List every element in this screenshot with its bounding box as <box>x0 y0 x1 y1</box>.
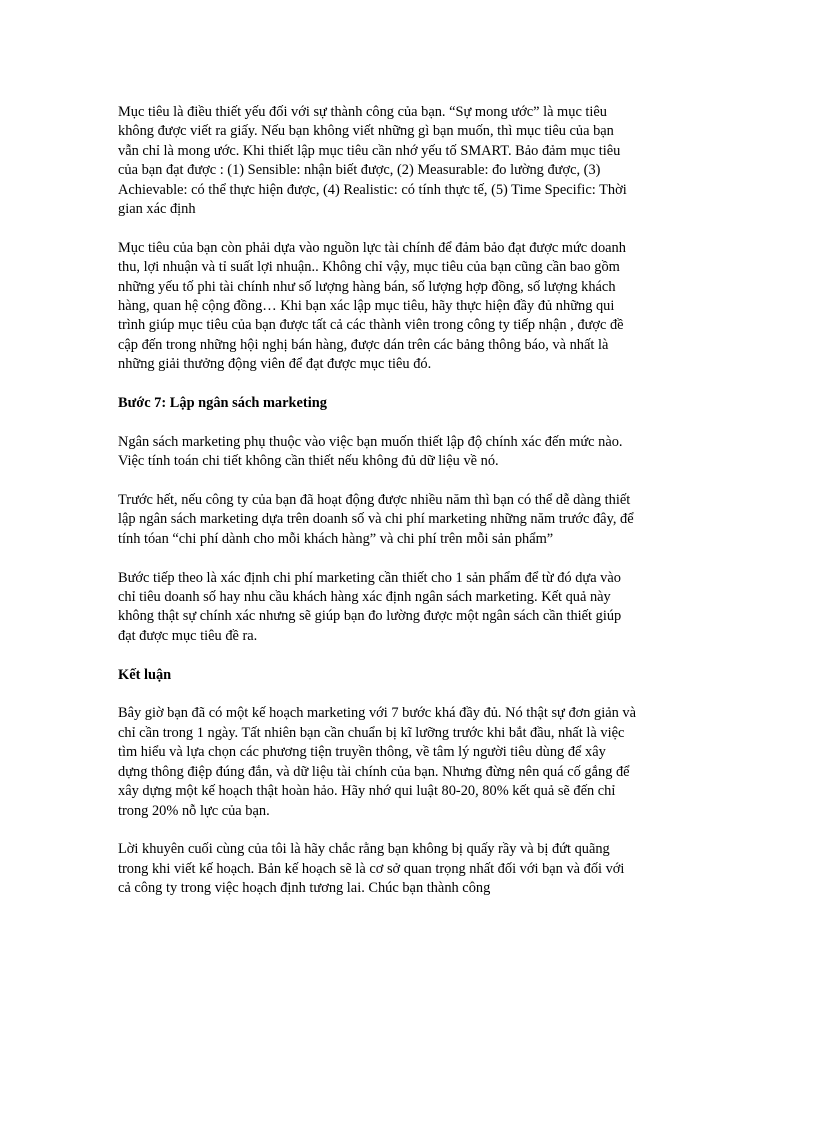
heading-conclusion: Kết luận <box>118 666 172 683</box>
text-line: Mục tiêu là điều thiết yếu đối với sự thành công của bạn. “Sự mong ước” là mục tiêu <box>118 104 608 120</box>
text-line: Bây giờ bạn đã có một kế hoạch marketing với 7 bước khá đầy đủ. Nó thật sự đơn giản và <box>118 705 637 722</box>
text-line: những yếu tố phi tài chính như số lượng hàng bán, số lượng hợp đồng, số lượng khách <box>118 278 616 295</box>
paragraph-budget-history <box>118 491 700 549</box>
heading-step-7: Bước 7: Lập ngân sách marketing <box>118 395 327 412</box>
paragraph-financial-goals <box>118 239 700 375</box>
paragraph-smart-goals <box>118 103 700 219</box>
text-line: vẫn chỉ là mong ước. Khi thiết lập mục tiêu cần nhớ yếu tố SMART. Bảo đảm mục tiêu <box>118 142 621 159</box>
text-line: Ngân sách marketing phụ thuộc vào việc bạn muốn thiết lập độ chính xác đến mức nào. <box>118 433 623 450</box>
paragraph-conclusion <box>118 704 700 820</box>
text-line: dựng thông điệp đúng đắn, và dữ liệu tài chính của bạn. Nhưng đừng nên quá cố gắng để <box>118 763 630 780</box>
text-line: đạt được mục tiêu đề ra. <box>118 627 258 644</box>
paragraph-budget-intro <box>118 433 700 472</box>
text-line: Việc tính toán chi tiết không cần thiết nếu không đủ dữ liệu về nó. <box>118 453 499 470</box>
text-line: tìm hiểu và lựa chọn các phương tiện truyền thông, về tâm lý người tiêu dùng để xây <box>118 744 606 761</box>
text-line: cả công ty trong việc hoạch định tương lai. Chúc bạn thành công <box>118 880 491 897</box>
text-line: gian xác định <box>118 201 196 218</box>
text-line: lập ngân sách marketing dựa trên doanh số và chi phí marketing những năm trước đây, để <box>118 511 634 528</box>
text-line: trong khi viết kế hoạch. Bản kế hoạch sẽ là cơ sở quan trọng nhất đối với bạn và đối với <box>118 860 625 877</box>
paragraph-budget-next-step <box>118 569 700 647</box>
text-line: không được viết ra giấy. Nếu bạn không viết những gì bạn muốn, thì mục tiêu của bạn <box>118 123 614 140</box>
text-line: trong 20% nỗ lực của bạn. <box>118 802 270 819</box>
text-line: của bạn đạt được : (1) Sensible: nhận biết được, (2) Measurable: đo lường được, (3) <box>118 162 601 179</box>
text-line: chỉ cần trong 1 ngày. Tất nhiên bạn cần chuẩn bị kĩ lưỡng trước khi bắt đầu, nhất là việc <box>118 724 625 741</box>
text-line: Mục tiêu của bạn còn phải dựa vào nguồn lực tài chính để đảm bảo đạt được mức doanh <box>118 239 626 256</box>
text-line: hàng, quan hệ cộng đồng… Khi bạn xác lập mục tiêu, hãy thực hiện đầy đủ những qui <box>118 298 615 315</box>
text-line: Lời khuyên cuối cùng của tôi là hãy chắc rằng bạn không bị quấy rầy và bị đứt quãng <box>118 841 610 858</box>
document-body <box>118 103 700 918</box>
text-line: chỉ tiêu doanh số hay nhu cầu khách hàng xác định ngân sách marketing. Kết quả này <box>118 589 611 606</box>
text-line: Trước hết, nếu công ty của bạn đã hoạt động được nhiều năm thì bạn có thể dễ dàng thiết <box>118 492 631 509</box>
text-line: Achievable: có thể thực hiện được, (4) Realistic: có tính thực tế, (5) Time Specific: Thời <box>118 181 627 198</box>
paragraph-final-advice <box>118 840 700 898</box>
text-line: xây dựng một kế hoạch thật hoàn hảo. Hãy nhớ qui luật 80-20, 80% kết quả sẽ đến chỉ <box>118 783 616 800</box>
text-line: tính tóan “chi phí dành cho mỗi khách hàng” và chi phí trên mỗi sản phẩm” <box>118 530 554 547</box>
text-line: thu, lợi nhuận và tỉ suất lợi nhuận.. Không chỉ vậy, mục tiêu của bạn cũng cần bao gồm <box>118 259 620 276</box>
text-line: những giải thưởng động viên để đạt được mục tiêu đó. <box>118 356 432 373</box>
text-line: không thật sự chính xác nhưng sẽ giúp bạn đo lường được một ngân sách cần thiết giúp <box>118 608 622 625</box>
text-line: Bước tiếp theo là xác định chi phí marketing cần thiết cho 1 sản phẩm để từ đó dựa vào <box>118 569 621 586</box>
text-line: cập đến trong những hội nghị bán hàng, được dán trên các bảng thông báo, và nhất là <box>118 336 609 353</box>
text-line: trình giúp mục tiêu của bạn được tất cả các thành viên trong công ty tiếp nhận , được đề <box>118 317 624 334</box>
